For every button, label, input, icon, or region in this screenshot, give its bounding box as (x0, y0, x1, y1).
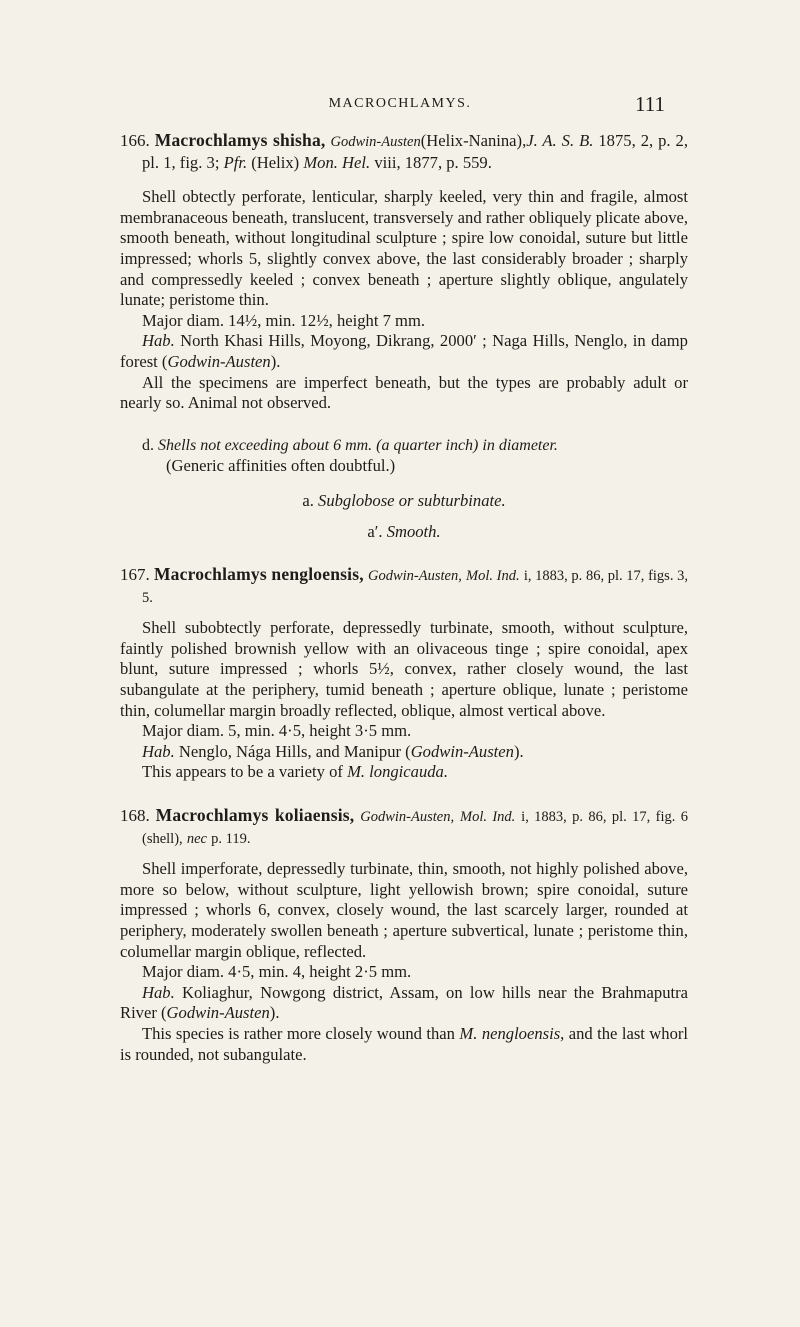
hab-text: Koliaghur, Nowgong district, Assam, on low hills near the Brahmaputra River ( (120, 982, 688, 1023)
hab-close: ). (513, 741, 524, 761)
note-text: This species is rather more closely wound than (142, 1023, 455, 1043)
section-heading: a quarter inch (381, 436, 474, 454)
species-167-note (120, 762, 688, 783)
hab-author: Godwin-Austen (166, 1003, 270, 1023)
species-168-note (120, 1024, 688, 1065)
species-167-description: Shell subobtectly perforate, depressedly turbinate, smooth, without sculpture, faintly polished brownish yellow with an olivaceous tinge ; spire conoidal, apex blunt, suture impressed ; whorls 5½, convex, rather closely wound, the last subangulate at the periphery, tumid beneath ; aperture oblique, lunate ; peristome thin, columellar margin broadly reflected, oblique, almost vertical above. (120, 618, 688, 720)
species-167-habitat (120, 742, 688, 763)
species-number: 167. (120, 565, 150, 585)
species-167-measurements: Major diam. 5, min. 4·5, height 3·5 mm. (142, 721, 412, 741)
section-d-note: (Generic affinities often doubtful.) (166, 456, 396, 476)
authority: Godwin-Austen, (367, 568, 462, 585)
species-166-description: Shell obtectly perforate, lenticular, sharply keeled, very thin and fragile, almost membranaceous beneath, translucent, transversely and rather obliquely plicate above, smooth beneath, without longitudinal sculpture ; spire low conoidal, suture but little impressed; whorls 5, slightly convex above, the last considerably broader ; sharply and compressedly keeled ; convex beneath ; aperture slightly oblique, angulately lunate; peristome thin. (120, 187, 688, 310)
species-name: Macrochlamys koliaensis, (155, 805, 355, 826)
page-number: 111 (635, 92, 665, 116)
journal: J. A. S. B. (526, 131, 594, 150)
running-head (0, 92, 800, 116)
hab-text: North Khasi Hills, Moyong, Dikrang, 2000′ ; Naga Hills, Nenglo, in damp forest ( (120, 331, 688, 371)
section-letter: d. (142, 436, 154, 454)
running-title: MACROCHLAMYS. (328, 96, 472, 111)
nec-word: nec (186, 830, 207, 847)
hab-label: Hab. (142, 741, 175, 761)
species-168-heading (120, 805, 688, 849)
subsection-a-prime (120, 522, 688, 543)
reference: i, 1883, p. 86, pl. 17, fig. 6 (shell), (142, 809, 688, 847)
species-168-measurements: Major diam. 4·5, min. 4, height 2·5 mm. (142, 962, 412, 982)
authority: Godwin-Austen, (360, 809, 455, 826)
species-name: Macrochlamys nengloensis, (153, 564, 364, 585)
hab-label: Hab. (142, 331, 175, 351)
reference: i, 1883, p. 86, pl. 17, figs. 3, 5. (142, 568, 688, 606)
hab-close: ). (269, 1003, 280, 1023)
species-168-habitat (120, 983, 688, 1024)
subsection-a (120, 491, 688, 512)
species-167-heading (120, 564, 688, 608)
section-heading: Shells not exceeding about 6 mm. ( (158, 436, 382, 454)
subsection-letter: a. (302, 490, 314, 510)
subsection-text: Smooth. (386, 521, 441, 541)
section-d-heading (120, 436, 688, 457)
species-166-note: All the specimens are imperfect beneath, but the types are probably adult or nearly so. Animal not observed. (120, 372, 688, 413)
reference: (Helix-Nanina), (420, 131, 527, 150)
authority: Godwin-Austen (330, 134, 421, 150)
reference: p. 119. (211, 830, 251, 847)
hab-text: Nenglo, Nága Hills, and Manipur ( (178, 741, 411, 761)
species-number: 166. (120, 131, 150, 150)
section-heading: ) in diameter. (473, 436, 558, 454)
species-166-habitat (120, 331, 688, 372)
species-number: 168. (120, 806, 150, 826)
species-168-description: Shell imperforate, depressedly turbinate, thin, smooth, not highly polished above, more so below, without sculpture, light yellowish brown; spire conoidal, suture impressed ; whorls 6, convex, closely wound, the last scarcely larger, rounded at periphery, moderately swollen beneath ; aperture subvertical, lunate ; peristome thin, columellar margin oblique, reflected. (120, 859, 688, 961)
reference: 1875, 2, p. 2, pl. 1, fig. 3; (142, 131, 688, 172)
hab-author: Godwin-Austen (410, 741, 514, 761)
body-text (120, 130, 688, 1065)
species-166-measurements: Major diam. 14½, min. 12½, height 7 mm. (142, 310, 425, 330)
note-text: This appears to be a variety of (142, 762, 343, 782)
hab-close: ). (270, 351, 281, 371)
reference: (Helix) (251, 152, 300, 172)
journal: Mon. Hel. (303, 152, 371, 172)
note-text: and the last whorl is rounded, not subangulate. (120, 1023, 689, 1064)
subsection-letter: a′. (367, 521, 383, 541)
author-abbrev: Pfr. (223, 152, 248, 172)
journal: Mol. Ind. (459, 809, 516, 826)
note-species: M. nengloensis, (459, 1023, 565, 1043)
hab-author: Godwin-Austen (167, 351, 271, 371)
journal: Mol. Ind. (466, 568, 520, 585)
species-166-heading (120, 130, 688, 173)
species-name: Macrochlamys shisha, (154, 130, 326, 150)
subsection-text: Subglobose or subturbinate. (318, 490, 506, 510)
note-species: M. longicauda. (347, 762, 448, 782)
hab-label: Hab. (142, 982, 175, 1002)
reference: viii, 1877, p. 559. (374, 152, 492, 172)
